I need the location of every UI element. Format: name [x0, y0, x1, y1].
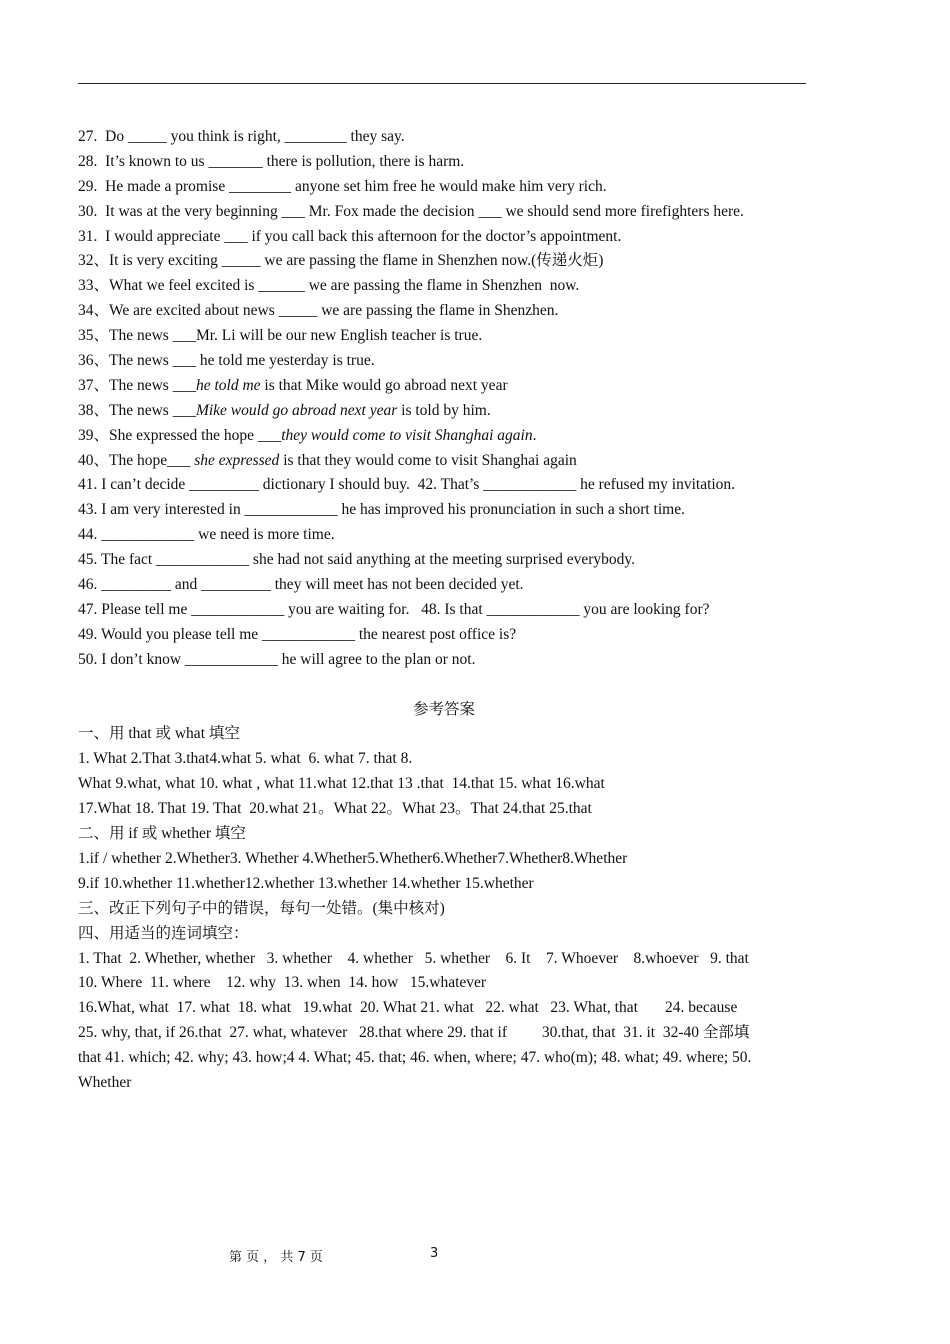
question-37-post: is that Mike would go abroad next year	[260, 376, 508, 394]
question-37-pre: 37、The news ___	[78, 376, 196, 394]
answer-line: 9.if 10.whether 11.whether12.whether 13.whether 14.whether 15.whether	[78, 874, 534, 892]
answer-line: 16.What, what 17. what 18. what 19.what 20. What 21. what 22. what 23. What, that 24. because	[78, 999, 738, 1017]
answer-line: 1. That 2. Whether, whether 3. whether 4. whether 5. whether 6. It 7. Whoever 8.whoever 9. that	[78, 949, 749, 967]
question-49: 49. Would you please tell me ____________ the nearest post office is?	[78, 625, 517, 643]
answer-line: 1.if / whether 2.Whether3. Whether 4.Whether5.Whether6.Whether7.Whether8.Whether	[78, 849, 628, 867]
question-43: 43. I am very interested in ____________ he has improved his pronunciation in such a short time.	[78, 501, 685, 519]
question-40-post: is that they would come to visit Shanghai again	[279, 451, 577, 469]
question-37	[78, 374, 810, 399]
question-38-italic: Mike would go abroad next year	[195, 401, 398, 419]
answer-line: Whether	[78, 1073, 132, 1091]
answer-line: 一、用 that 或 what 填空	[78, 725, 240, 743]
answers-title: 参考答案	[412, 700, 475, 718]
header-rule	[78, 83, 806, 84]
answer-line: 17.What 18. That 19. That 20.what 21。What 22。What 23。That 24.that 25.that	[78, 800, 592, 818]
question-35: 35、The news ___Mr. Li will be our new English teacher is true.	[78, 327, 483, 345]
answer-line: 三、改正下列句子中的错误，每句一处错。(集中核对)	[78, 899, 445, 917]
answer-line: 25. why, that, if 26.that 27. what, whatever 28.that where 29. that if 30.that, that 31. it 32-40 全部填	[78, 1024, 750, 1042]
question-32: 32、It is very exciting _____ we are passing the flame in Shenzhen now.(传递火炬)	[78, 252, 604, 270]
question-30: 30. It was at the very beginning ___ Mr. Fox made the decision ___ we should send more firefighters here.	[78, 202, 744, 220]
footer-page-number: 3	[430, 1246, 439, 1261]
footer-page-label: 第 页 ， 共 7 页	[229, 1250, 323, 1265]
question-39-italic: they would come to visit Shanghai again	[281, 426, 533, 444]
question-50: 50. I don’t know ____________ he will agree to the plan or not.	[78, 650, 476, 668]
answer-line: 1. What 2.That 3.that4.what 5. what 6. what 7. that 8.	[78, 750, 413, 768]
question-34: 34、We are excited about news _____ we are passing the flame in Shenzhen.	[78, 302, 559, 320]
question-27: 27. Do _____ you think is right, ________ they say.	[78, 128, 405, 145]
question-29: 29. He made a promise ________ anyone set him free he would make him very rich.	[78, 177, 607, 195]
question-39-post: .	[532, 426, 537, 444]
question-38-pre: 38、The news ___	[78, 401, 196, 419]
question-40-italic: she expressed	[194, 451, 280, 469]
question-36: 36、The news ___ he told me yesterday is true.	[78, 352, 375, 370]
question-33: 33、What we feel excited is ______ we are passing the flame in Shenzhen now.	[78, 277, 580, 295]
question-37-italic: he told me	[195, 376, 261, 394]
question-28: 28. It’s known to us _______ there is pollution, there is harm.	[78, 152, 465, 170]
document-body	[78, 125, 810, 1096]
section-gap	[78, 673, 810, 698]
answer-line: 10. Where 11. where 12. why 13. when 14. how 15.whatever	[78, 974, 487, 992]
question-40-pre: 40、The hope___	[78, 451, 195, 469]
question-39	[78, 424, 810, 449]
question-46: 46. _________ and _________ they will meet has not been decided yet.	[78, 576, 524, 594]
question-44: 44. ____________ we need is more time.	[78, 526, 335, 544]
question-38	[78, 399, 810, 424]
question-41-42: 41. I can’t decide _________ dictionary I should buy. 42. That’s ____________ he refused my invitation.	[78, 476, 736, 494]
question-47-48: 47. Please tell me ____________ you are waiting for. 48. Is that ____________ you are looking for?	[78, 600, 710, 618]
answer-line: What 9.what, what 10. what , what 11.what 12.that 13 .that 14.that 15. what 16.what	[78, 775, 605, 793]
answer-line: 四、用适当的连词填空：	[78, 924, 249, 942]
answer-line: that 41. which; 42. why; 43. how;4 4. What; 45. that; 46. when, where; 47. who(m); 48. what; 49. where; 50.	[78, 1049, 752, 1067]
question-38-post: is told by him.	[397, 401, 491, 419]
question-39-pre: 39、She expressed the hope ___	[78, 426, 282, 444]
answer-line: 二、用 if 或 whether 填空	[78, 825, 246, 843]
question-40	[78, 449, 810, 474]
question-31: 31. I would appreciate ___ if you call back this afternoon for the doctor’s appointment.	[78, 227, 622, 245]
question-45: 45. The fact ____________ she had not said anything at the meeting surprised everybody.	[78, 551, 636, 569]
